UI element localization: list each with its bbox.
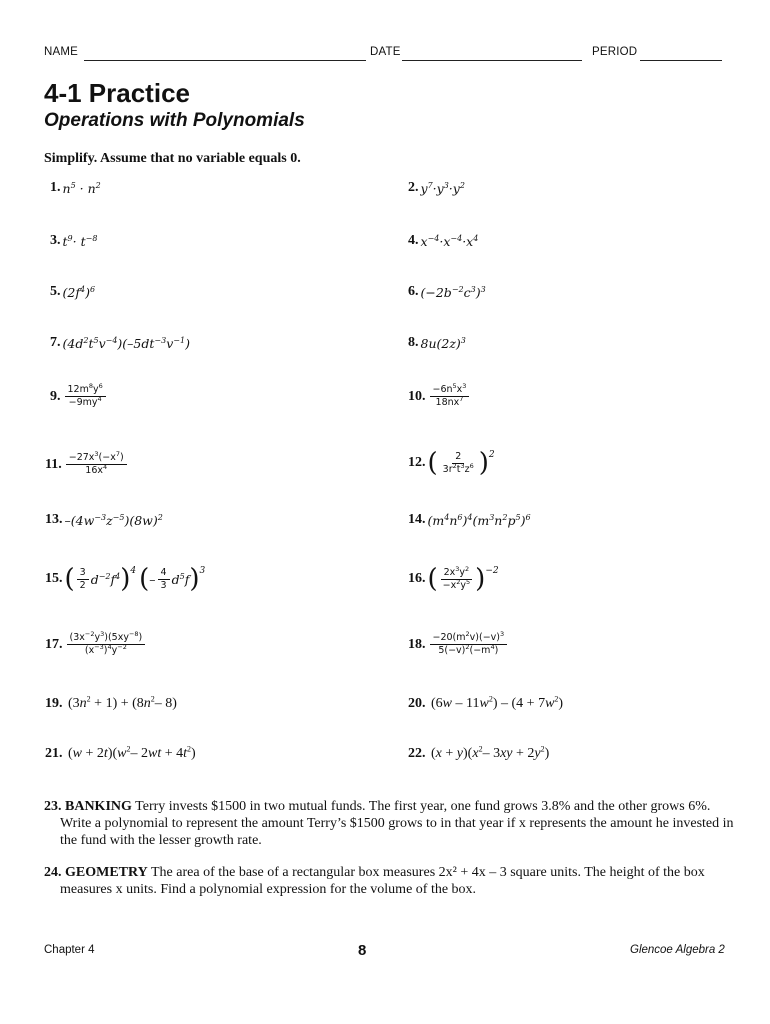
problem-number: 10. [408,388,426,404]
problem-number: 2. [408,180,419,195]
problem-19 [45,696,177,712]
problem-expression: $t^9\cdot t^{-8}$ [62,233,98,249]
footer-book-title: Glencoe Algebra 2 [630,944,725,956]
problem-expression: $(4d^2t^5v^{-4})(-5dt^{-3}v^{-1})$ [62,335,190,351]
problem-number: 14. [408,512,426,527]
problem-expression: $\frac{-20(m^2v)(-v)^3}{5(-v)^2(-m^4)}$ [430,632,508,657]
word-problem-24 [44,864,734,898]
problem-12: 12. ( $\frac{2}{3r^2t^3z^6}$ ) 2 [408,448,495,478]
problem-number: 1. [50,180,61,195]
problem-expression: $\frac{2}{3r^2t^3z^6}$ [442,450,474,475]
problem-18 [408,629,509,657]
problem-number: 7. [50,335,61,350]
date-line[interactable] [402,60,582,61]
problem-expression: $n^5 \cdot n^2$ [62,180,101,196]
problem-text: measures x units. Find a polynomial expression for the volume of the box. [60,882,477,897]
problem-expression: $(3n^2 + 1) + (8n^2-$ 8) [64,694,177,711]
problem-number: 4. [408,233,419,248]
problem-number: 17. [45,636,63,652]
problem-number: 11. [45,456,62,472]
problem-20 [408,696,563,712]
problem-number: 24. [44,865,62,880]
problem-21 [45,746,196,762]
problem-expression: $(6w - 11w^2) - (4 + 7w^2)$ [427,694,564,711]
problem-number: 5. [50,284,61,299]
problem-expression: $8u(2z)^3$ [420,335,466,351]
problem-expression: $\frac{12m^8y^6}{-9my^4}$ [65,384,106,409]
footer-chapter: Chapter 4 [44,944,95,956]
problem-number: 20. [408,696,426,711]
problem-expression: $(w + 2t)(w^2-$ $2wt + 4t^2$) [64,744,196,761]
problem-15: 15. ( $\frac{3}{2}$ $d^{-2}f^4$ ) 4 ( – $\frac{4}{3}$ $d^5f$ ) 3 [45,564,206,594]
problem-expression: $-(4w^{-3}z^{-5})(8w)^2$ [64,512,163,528]
period-line[interactable] [640,60,722,61]
problem-number: 15. [45,571,63,586]
problem-17 [45,629,147,657]
problem-number: 22. [408,746,426,761]
problem-number: 12. [408,455,426,470]
problem-16: 16. ( $\frac{2x^3y^2}{-x^2y^5}$ ) −2 [408,564,499,594]
period-label: PERIOD [592,46,638,58]
problem-expression: $\frac{(3x^{-2}y^3)(5xy^{-8})}{(x^{-3})^4y^{-2}}$ [67,632,146,657]
problem-number: 21. [45,746,63,761]
problem-4 [408,233,478,249]
problem-text: Write a polynomial to represent the amount Terry’s $1500 grows to in that year if x represents the amount he invested in the fund with the lesser growth rate. [60,816,734,848]
problem-22 [408,746,549,762]
problem-number: 9. [50,388,61,404]
problem-10 [408,381,471,409]
problem-5 [50,284,95,300]
problem-topic-label: BANKING [65,799,132,814]
problem-14 [408,512,531,528]
problem-expression: $d^{-2}f^4$ [90,571,121,587]
footer-page-number: 8 [358,942,367,959]
problem-13 [45,512,163,528]
problem-expression: $y^7\cdot y^3\cdot y^2$ [420,180,465,196]
problem-expression: $(2f^4)^6$ [62,284,96,300]
problem-number: 19. [45,696,63,711]
problem-2 [408,180,465,196]
problem-11 [45,449,129,477]
problem-expression: $(m^4n^6)^4(m^3n^2p^5)^6$ [427,512,531,528]
problem-expression: $x^{-4}\cdot x^{-4}\cdot x^4$ [420,233,479,249]
problem-topic-label: GEOMETRY [65,865,148,880]
page-title: 4-1 Practice [44,78,190,108]
name-label: NAME [44,46,79,58]
instructions: Simplify. Assume that no variable equals 0. [44,151,301,166]
problem-9 [50,381,108,409]
problem-number: 18. [408,636,426,652]
page-subtitle: Operations with Polynomials [44,110,305,131]
problem-3 [50,233,97,249]
problem-expression: $\frac{-27x^3(-x^7)}{16x^4}$ [66,452,127,477]
date-label: DATE [370,46,401,58]
problem-number: 16. [408,571,426,586]
problem-8 [408,335,466,351]
problem-expression: $(x + y)(x^2-$ $3xy + 2y^2$) [427,744,550,761]
problem-6 [408,284,486,300]
problem-7 [50,335,190,351]
problem-expression: $(-2b^{-2}c^3)^3$ [420,284,486,300]
problem-number: 3. [50,233,61,248]
problem-number: 13. [45,512,63,527]
word-problem-23 [44,798,734,849]
name-line[interactable] [84,60,366,61]
problem-number: 6. [408,284,419,299]
problem-text: The area of the base of a rectangular box measures 2x² + 4x – 3 square units. The height of the box [151,865,705,880]
problem-number: 8. [408,335,419,350]
problem-number: 23. [44,799,62,814]
problem-1 [50,180,101,196]
problem-expression: $\frac{2x^3y^2}{-x^2y^5}$ [440,567,474,592]
problem-text: Terry invests $1500 in two mutual funds. The first year, one fund grows 3.8% and the other grows 6%. [135,799,711,814]
problem-expression: $\frac{-6n^5x^3}{18nx^7}$ [430,384,470,409]
